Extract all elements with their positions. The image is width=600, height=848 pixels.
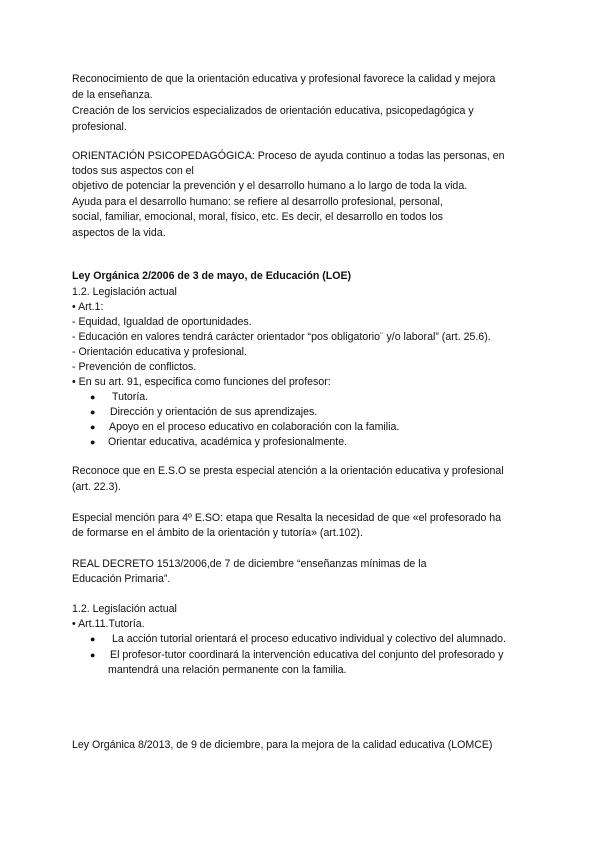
text-line: REAL DECRETO 1513/2006,de 7 de diciembre “enseñanzas mínimas de la [72, 558, 427, 570]
text-line: - Educación en valores tendrá carácter orientador “pos obligatorio¨ y/o laboral” (art. 25.6). [72, 331, 491, 343]
bullet-icon: ● [90, 650, 96, 660]
list-item: Tutoría. [112, 391, 149, 403]
text-line: (art. 22.3). [72, 481, 121, 493]
text-line: - Prevención de conflictos. [72, 361, 197, 373]
section-title-loe: Ley Orgánica 2/2006 de 3 de mayo, de Educación (LOE) [72, 270, 352, 282]
bullet-icon: ● [90, 634, 96, 644]
text-line: Reconocimiento de que la orientación educativa y profesional favorece la calidad y mejora [72, 73, 496, 85]
text-line: 1.2. Legislación actual [72, 603, 177, 615]
list-item: Orientar educativa, académica y profesionalmente. [108, 436, 348, 448]
text-line: Educación Primaria”. [72, 573, 171, 585]
bullet-icon: ● [90, 407, 96, 417]
list-item: La acción tutorial orientará el proceso educativo individual y colectivo del alumnado. [112, 633, 506, 645]
text-line: objetivo de potenciar la prevención y el desarrollo humano a lo largo de toda la vida. [72, 180, 468, 192]
text-line: todos sus aspectos con el [72, 165, 194, 177]
text-line: - Orientación educativa y profesional. [72, 346, 247, 358]
text-line: Especial mención para 4º E.SO: etapa que Resalta la necesidad de que «el profesorado ha [72, 512, 502, 524]
text-line: social, familiar, emocional, moral, físico, etc. Es decir, el desarrollo en todos los [72, 211, 443, 223]
text-line: Ley Orgánica 8/2013, de 9 de diciembre, para la mejora de la calidad educativa (LOMCE) [72, 739, 493, 751]
list-item: Dirección y orientación de sus aprendizajes. [110, 406, 318, 418]
list-item-continuation: mantendrá una relación permanente con la familia. [108, 664, 347, 676]
text-line: Ayuda para el desarrollo humano: se refiere al desarrollo profesional, personal, [72, 196, 443, 208]
text-line: aspectos de la vida. [72, 227, 166, 239]
text-line: ORIENTACIÓN PSICOPEDAGÓGICA: Proceso de ayuda continuo a todas las personas, en [72, 150, 505, 162]
list-item: Apoyo en el proceso educativo en colaboración con la familia. [109, 421, 400, 433]
text-line: - Equidad, Igualdad de oportunidades. [72, 316, 252, 328]
list-item: El profesor-tutor coordinará la intervención educativa del conjunto del profesorado y [110, 649, 504, 661]
text-line: 1.2. Legislación actual [72, 286, 177, 298]
text-line: Reconoce que en E.S.O se presta especial atención a la orientación educativa y profesional [72, 465, 504, 477]
text-line: • Art.11.Tutoría. [72, 618, 145, 630]
text-line: • Art.1: [72, 301, 104, 313]
bullet-icon: ● [90, 392, 96, 402]
text-line: • En su art. 91, especifica como funciones del profesor: [72, 376, 331, 388]
bullet-icon: ● [90, 437, 96, 447]
text-line: de la enseñanza. [72, 89, 153, 101]
text-line: Creación de los servicios especializados de orientación educativa, psicopedagógica y [72, 105, 474, 117]
bullet-icon: ● [90, 422, 96, 432]
text-line: profesional. [72, 121, 127, 133]
text-line: de formarse en el ámbito de la orientación y tutoría» (art.102). [72, 527, 363, 539]
